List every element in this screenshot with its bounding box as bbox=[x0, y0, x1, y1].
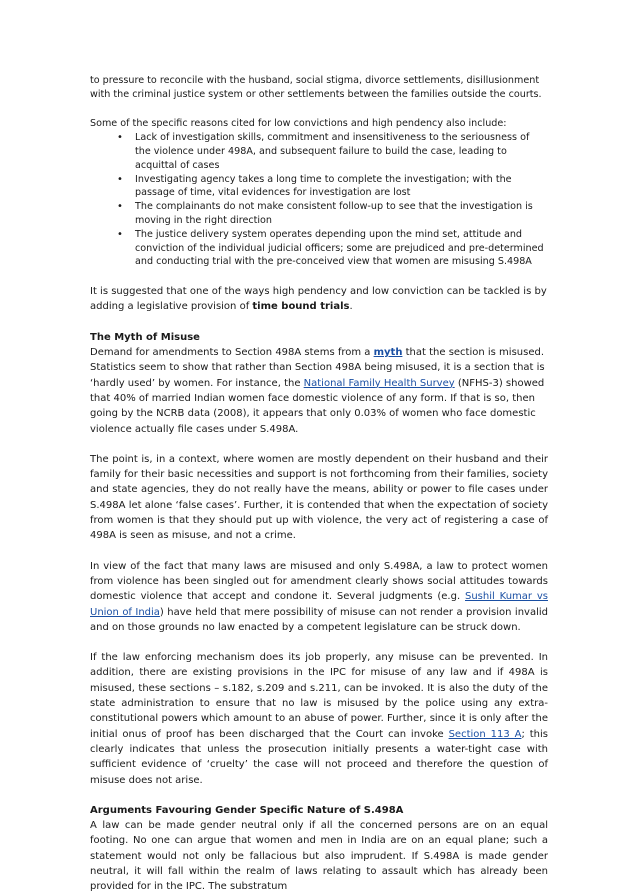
text-span: Demand for amendments to Section 498A stems from a bbox=[90, 347, 374, 359]
list-item: • Lack of investigation skills, commitment and insensitiveness to the seriousness of the violence under 498A, and subsequent failure to build the case, leading to acquittal of cases bbox=[135, 131, 548, 172]
text-span: In view of the fact that many laws are misused and only S.498A, a law to protect women from violence has been singled out for amendment clearly shows social attitudes towards domestic violence that accept and condone it. Several judgments (e.g. bbox=[90, 560, 548, 603]
myth-paragraph-2: The point is, in a context, where women are mostly dependent on their husband and their family for their basic necessities and support is not forthcoming from their families, society and state agencies, they do not really have the means, ability or power to file cases under S.498A let alone ‘false cases’. Further, it is contended that when the expectation of society from women is that they should put up with violence, the very act of registering a case of 498A is seen as misuse, and not a crime. bbox=[90, 453, 548, 542]
sushil-kumar-link[interactable]: Sushil Kumar vs Union of India bbox=[90, 591, 548, 618]
suggestion-paragraph bbox=[90, 284, 548, 315]
myth-paragraph-4 bbox=[90, 650, 548, 788]
text-span: (NFHS-3) showed that 40% of married Indian women face domestic violence of any form. If that is so, then going by the NCRB data (2008), it appears that only 0.03% of women who face domestic violence actually file cases under S.498A. bbox=[90, 377, 545, 435]
reasons-list bbox=[90, 131, 548, 269]
heading-myth-of-misuse: The Myth of Misuse bbox=[90, 331, 200, 343]
text-span: If the law enforcing mechanism does its job properly, any misuse can be prevented. In addition, there are existing provisions in the IPC for misuse of any law and if 498A is misused, these sections – s.182, s.209 and s.211, can be invoked. It is also the duty of the state administration to ensure that no law is misused by the police using any extra-constitutional powers which amount to an abuse of power. Further, since it is only after the initial onus of proof has been discharged that the Court can invoke bbox=[90, 652, 548, 740]
myth-link[interactable]: myth bbox=[373, 347, 403, 359]
text-span: ; this clearly indicates that unless the prosecution initially presents a water-tight case with sufficient evidence of ‘cruelty’ the case will not proceed and therefore the question of misuse does not arise. bbox=[90, 728, 548, 786]
nfhs-link[interactable]: National Family Health Survey bbox=[303, 377, 455, 389]
gender-paragraph-1: A law can be made gender neutral only if all the concerned persons are on an equal footing. No one can argue that women and men in India are on an equal plane; such a statement would not only be fallacious but also imprudent. If S.498A is made gender neutral, it will fall within the realm of laws relating to assault which has already been provided for in the IPC. The substratum bbox=[90, 820, 548, 893]
list-item: • The justice delivery system operates depending upon the mind set, attitude and conviction of the individual judicial officers; some are prejudiced and pre-determined and conducting trial with the pre-conceived view that women are misusing S.498A bbox=[135, 228, 548, 269]
text-span: that the section is misused. Statistics seem to show that rather than Section 498A being misused, it is a section that is ‘hardly used’ by women. For instance, the bbox=[90, 347, 545, 389]
list-item: • Investigating agency takes a long time to complete the investigation; with the passage of time, vital evidences for investigation are lost bbox=[135, 173, 548, 201]
time-bound-trials: time bound trials bbox=[252, 301, 350, 313]
heading-gender-specific: Arguments Favouring Gender Specific Nature of S.498A bbox=[90, 804, 404, 816]
list-item: • The complainants do not make consistent follow-up to see that the investigation is moving in the right direction bbox=[135, 200, 548, 228]
reasons-intro: Some of the specific reasons cited for low convictions and high pendency also include: bbox=[90, 117, 507, 129]
suggestion-text: It is suggested that one of the ways high pendency and low conviction can be tackled is by adding a legislative provision of bbox=[90, 286, 547, 313]
suggestion-end: . bbox=[349, 301, 353, 313]
myth-paragraph-3 bbox=[90, 559, 548, 635]
text-span: ) have held that mere possibility of misuse can not render a provision invalid and on those grounds no law enacted by a competent legislature can be struck down. bbox=[90, 606, 548, 633]
section-113a-link[interactable]: Section 113 A bbox=[448, 728, 522, 740]
myth-paragraph-1 bbox=[90, 345, 548, 437]
paragraph-top: to pressure to reconcile with the husband, social stigma, divorce settlements, disillusionment with the criminal justice system or other settlements between the families outside the courts. bbox=[90, 75, 542, 101]
